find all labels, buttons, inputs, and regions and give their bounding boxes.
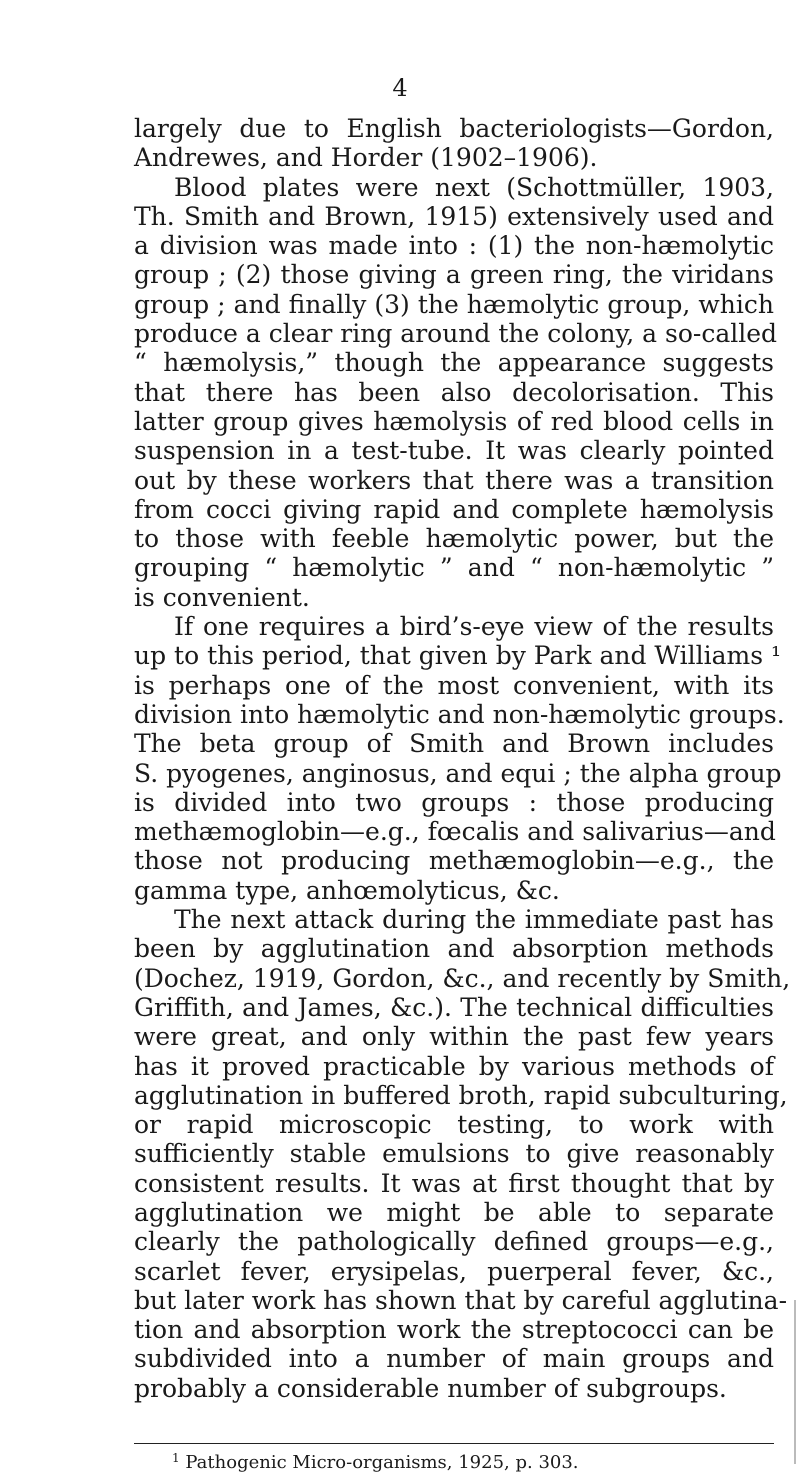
text-line: (Dochez, 1919, Gordon, &c., and recently by Smith,	[134, 963, 791, 993]
text-line: scarlet fever, erysipelas, puerperal fever, &c.,	[134, 1256, 774, 1286]
text-line: to those with feeble hæmolytic power, but the	[134, 524, 774, 554]
text-line: “ hæmolysis,” though the appearance suggests	[134, 348, 774, 378]
text-line: sufficiently stable emulsions to give reasonably	[134, 1139, 774, 1169]
text-line: Andrewes, and Horder (1902–1906).	[134, 143, 598, 173]
text-line: clearly the pathologically defined groups—e.g.,	[134, 1227, 774, 1257]
text-line: a division was made into : (1) the non-hæmolytic	[134, 231, 774, 261]
text-line: grouping “ hæmolytic ” and “ non-hæmolytic ”	[134, 553, 774, 583]
text-line: has it proved practicable by various methods of	[134, 1051, 774, 1081]
footnote-text: Pathogenic Micro-organisms, 1925, p. 303.	[185, 1452, 579, 1473]
text-line: from cocci giving rapid and complete hæmolysis	[134, 494, 774, 524]
text-line: but later work has shown that by careful agglutina-	[134, 1285, 788, 1315]
text-line: produce a clear ring around the colony, a so-called	[134, 319, 778, 349]
text-line: group ; (2) those giving a green ring, the viridans	[134, 260, 774, 290]
page-number: 4	[392, 74, 408, 102]
text-line: or rapid microscopic testing, to work with	[134, 1110, 774, 1140]
text-line: S. pyogenes, anginosus, and equi ; the alpha group	[134, 758, 782, 788]
text-line: gamma type, anhœmolyticus, &c.	[134, 875, 560, 905]
text-line: probably a considerable number of subgroups.	[134, 1373, 727, 1403]
text-line: out by these workers that there was a transition	[134, 465, 774, 495]
text-line: subdivided into a number of main groups and	[134, 1344, 774, 1374]
text-line: tion and absorption work the streptococci can be	[134, 1315, 774, 1345]
text-line: were great, and only within the past few years	[134, 1022, 774, 1052]
text-line: methæmoglobin—e.g., fœcalis and salivarius—and	[134, 817, 776, 847]
text-line: suspension in a test-tube. It was clearly pointed	[134, 436, 774, 466]
text-line: group ; and finally (3) the hæmolytic group, which	[134, 289, 774, 319]
text-line: division into hæmolytic and non-hæmolytic groups.	[134, 699, 785, 729]
text-line: agglutination in buffered broth, rapid subculturing,	[134, 1080, 788, 1110]
text-line: The next attack during the immediate past has	[174, 905, 774, 935]
text-line: consistent results. It was at first thought that by	[134, 1168, 774, 1198]
text-line: latter group gives hæmolysis of red blood cells in	[134, 406, 774, 436]
text-line: up to this period, that given by Park and Williams ¹	[134, 641, 782, 671]
text-line: The beta group of Smith and Brown includes	[134, 729, 774, 759]
text-line: Blood plates were next (Schottmüller, 1903,	[174, 172, 774, 202]
text-line: is divided into two groups : those producing	[134, 787, 774, 817]
text-line: is perhaps one of the most convenient, with its	[134, 670, 774, 700]
footnote-divider	[134, 1443, 774, 1444]
text-line: those not producing methæmoglobin—e.g., the	[134, 846, 774, 876]
text-line: that there has been also decolorisation. This	[134, 377, 774, 407]
text-line: Griffith, and James, &c.). The technical difficulties	[134, 992, 774, 1022]
footnote-marker: 1	[172, 1451, 180, 1465]
text-line: agglutination we might be able to separate	[134, 1197, 774, 1227]
text-line: is convenient.	[134, 582, 310, 612]
text-line: If one requires a bird’s-eye view of the results	[174, 612, 774, 642]
text-line: Th. Smith and Brown, 1915) extensively used and	[134, 201, 774, 231]
text-line: been by agglutination and absorption methods	[134, 934, 774, 964]
text-line: largely due to English bacteriologists—Gordon,	[134, 114, 774, 143]
body-text	[134, 114, 800, 1403]
footnote	[172, 1448, 579, 1473]
scan-edge-mark	[794, 1300, 796, 1464]
